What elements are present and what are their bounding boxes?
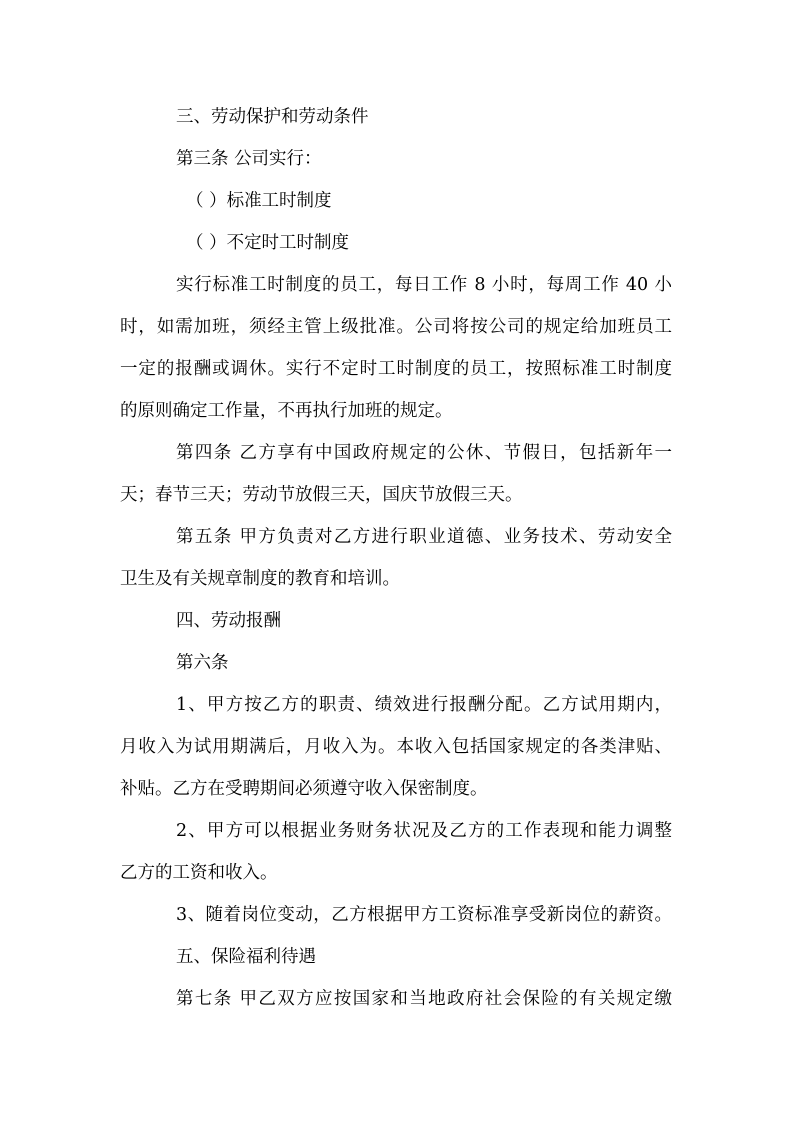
line-text: 1、甲方按乙方的职责、绩效进行报酬分配。乙方试用期内，: [176, 695, 672, 715]
section-heading-insurance: [176, 943, 316, 971]
article-7-line: [176, 985, 672, 1013]
line-text: 一定的报酬或调休。实行不定时工时制度的员工，按照标准工时制度: [120, 359, 672, 379]
line-text: 第三条 公司实行：: [176, 149, 322, 169]
line-text: 3、随着岗位变动，乙方根据甲方工资标准享受新岗位的薪资。: [176, 905, 672, 925]
line-text: 卫生及有关规章制度的教育和培训。: [120, 569, 400, 589]
line-text: 乙方的工资和收入。: [120, 863, 278, 883]
line-text: （ ）标准工时制度: [186, 191, 332, 211]
line-text: 实行标准工时制度的员工，每日工作 8 小时，每周工作 40 小: [176, 275, 672, 295]
line-text: 第四条 乙方享有中国政府规定的公休、节假日，包括新年一: [176, 443, 672, 463]
line-text: 2、甲方可以根据业务财务状况及乙方的工作表现和能力调整: [176, 821, 672, 841]
article-3-heading: [176, 145, 322, 173]
option-standard-hours: [186, 187, 332, 215]
section-heading-compensation: [176, 607, 281, 635]
line-text: 三、劳动保护和劳动条件: [176, 107, 369, 127]
line-text: 天；春节三天；劳动节放假三天，国庆节放假三天。: [120, 485, 523, 505]
article-6-item-2-line: [176, 817, 672, 845]
section-heading-labor-protection: [176, 103, 369, 131]
line-text: 第六条: [176, 653, 229, 673]
option-flexible-hours: [186, 229, 349, 257]
article-6-heading: [176, 649, 229, 677]
line-text: 的原则确定工作量，不再执行加班的规定。: [120, 401, 453, 421]
line-text: 四、劳动报酬: [176, 611, 281, 631]
article-5-line: [176, 523, 672, 551]
article-4-line: [176, 439, 672, 467]
article-6-item-1-line: [120, 775, 488, 803]
paragraph-line: [120, 355, 672, 383]
line-text: 时，如需加班，须经主管上级批准。公司将按公司的规定给加班员工: [120, 317, 672, 337]
paragraph-line: [120, 313, 672, 341]
line-text: 月收入为试用期满后，月收入为。本收入包括国家规定的各类津贴、: [120, 737, 672, 757]
article-6-item-3: [176, 901, 672, 929]
paragraph-line: [176, 271, 672, 299]
article-4-line: [120, 481, 523, 509]
article-6-item-1-line: [176, 691, 672, 719]
line-text: 五、保险福利待遇: [176, 947, 316, 967]
line-text: 第五条 甲方负责对乙方进行职业道德、业务技术、劳动安全: [176, 527, 672, 547]
line-text: （ ）不定时工时制度: [186, 233, 350, 253]
article-5-line: [120, 565, 400, 593]
article-6-item-2-line: [120, 859, 278, 887]
article-6-item-1-line: [120, 733, 672, 761]
line-text: 第七条 甲乙双方应按国家和当地政府社会保险的有关规定缴: [176, 989, 672, 1009]
paragraph-line: [120, 397, 453, 425]
line-text: 补贴。乙方在受聘期间必须遵守收入保密制度。: [120, 779, 488, 799]
